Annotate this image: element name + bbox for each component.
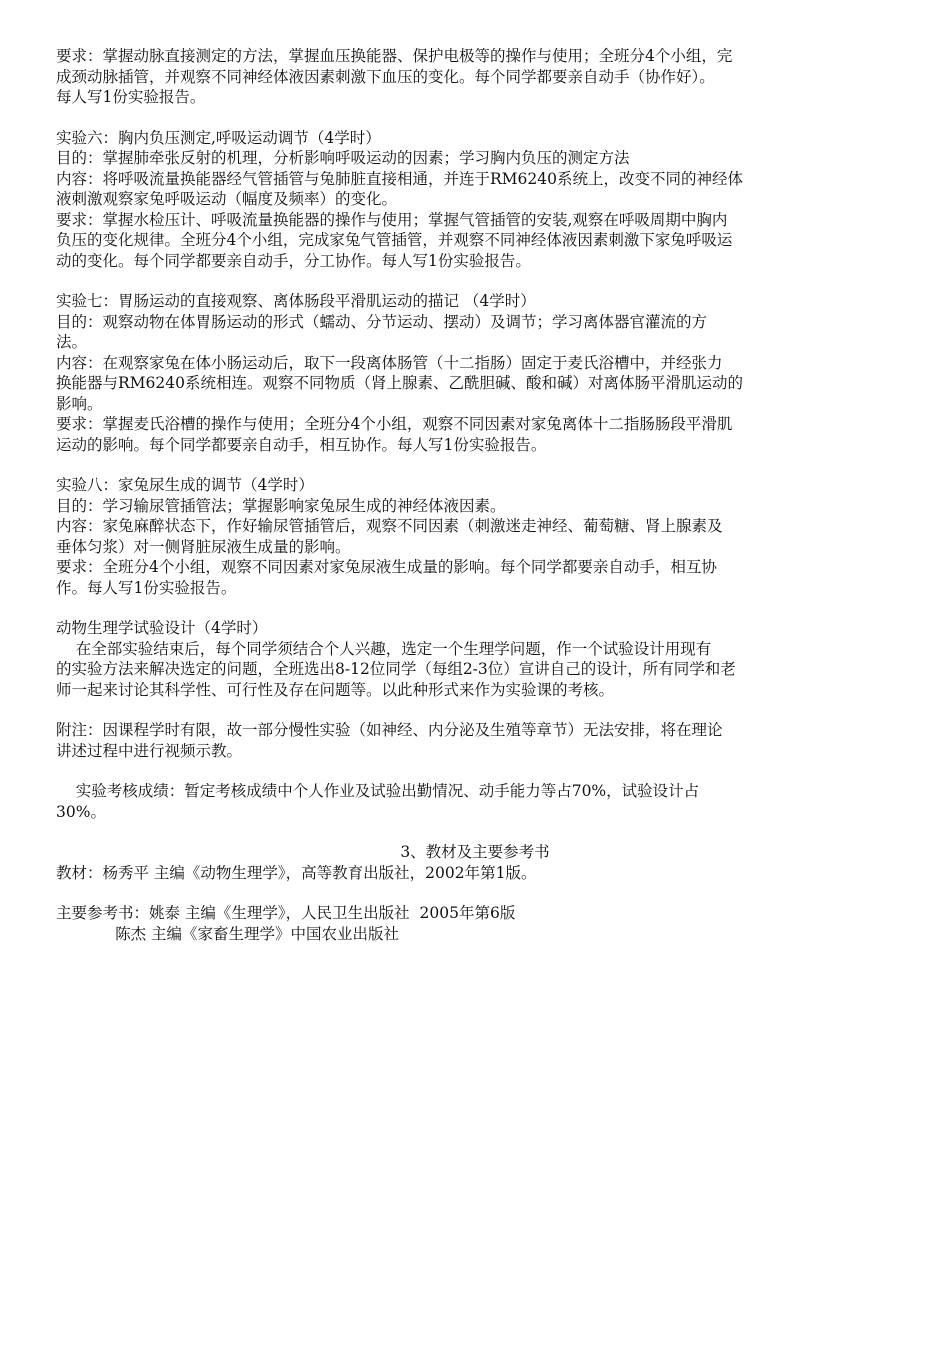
grading-section (56, 781, 894, 822)
text-line: 动的变化。每个同学都要亲自动手，分工协作。每人写1份实验报告。 (56, 251, 531, 270)
text-line: 目的：掌握肺牵张反射的机理，分析影响呼吸运动的因素；学习胸内负压的测定方法 (56, 149, 630, 167)
text-line: 在全部实验结束后，每个同学须结合个人兴趣，选定一个生理学问题，作一个试验设计用现有 (56, 639, 712, 658)
text-line: 内容：将呼吸流量换能器经气管插管与兔肺脏直接相通，并连于RM6240系统上，改变不同的神经体 (56, 169, 743, 188)
experiment-6-title: 实验六：胸内负压测定,呼吸运动调节（4学时） (56, 128, 381, 147)
document-page (56, 46, 894, 944)
text-line: 的实验方法来解决选定的问题，全班选出8-12位同学（每组2-3位）宣讲自己的设计，所有同学和老 (56, 660, 736, 678)
section-heading: 3、教材及主要参考书 (400, 843, 550, 861)
text-line: 液刺激观察家兔呼吸运动（幅度及频率）的变化。 (56, 190, 398, 208)
experiment-5-requirements (56, 46, 894, 108)
text-line: 换能器与RM6240系统相连。观察不同物质（肾上腺素、乙酰胆碱、酸和碱）对离体肠平滑肌运动的 (56, 374, 743, 392)
experiment-6-section (56, 128, 894, 272)
text-line: 垂体匀浆）对一侧肾脏尿液生成量的影响。 (56, 537, 351, 556)
text-line: 目的：学习输尿管插管法；掌握影响家兔尿生成的神经体液因素。 (56, 496, 506, 515)
text-line: 30%。 (56, 802, 106, 821)
text-line: 附注：因课程学时有限，故一部分慢性实验（如神经、内分泌及生殖等章节）无法安排，将在理论 (56, 721, 723, 739)
experiment-7-title: 实验七：胃肠运动的直接观察、离体肠段平滑肌运动的描记 （4学时） (56, 292, 536, 310)
textbook-line: 教材：杨秀平 主编《动物生理学》，高等教育出版社，2002年第1版。 (56, 863, 537, 882)
text-line: 要求：掌握动脉直接测定的方法，掌握血压换能器、保护电极等的操作与使用；全班分4个小组，完 (56, 47, 733, 65)
textbooks-section (56, 842, 894, 944)
text-line: 影响。 (56, 394, 103, 413)
experiment-design-section (56, 618, 894, 700)
note-section (56, 720, 894, 761)
text-line: 运动的影响。每个同学都要亲自动手，相互协作。每人写1份实验报告。 (56, 435, 547, 454)
experiment-8-section (56, 475, 894, 598)
text-line: 法。 (56, 333, 88, 351)
text-line: 师一起来讨论其科学性、可行性及存在问题等。以此种形式来作为实验课的考核。 (56, 680, 615, 699)
text-line: 内容：在观察家兔在体小肠运动后，取下一段离体肠管（十二指肠）固定于麦氏浴槽中，并经张力 (56, 353, 723, 372)
text-line: 内容：家兔麻醉状态下，作好输尿管插管后，观察不同因素（刺激迷走神经、葡萄糖、肾上腺素及 (56, 517, 723, 535)
text-line: 每人写1份实验报告。 (56, 88, 206, 106)
experiment-design-title: 动物生理学试验设计（4学时） (56, 619, 268, 637)
experiment-8-title: 实验八：家兔尿生成的调节（4学时） (56, 476, 314, 494)
text-line: 要求：掌握水检压计、呼吸流量换能器的操作与使用；掌握气管插管的安装,观察在呼吸周期中胸内 (56, 210, 728, 229)
text-line: 负压的变化规律。全班分4个小组，完成家兔气管插管，并观察不同神经体液因素刺激下家兔呼吸运 (56, 231, 733, 249)
reference-line: 陈杰 主编《家畜生理学》中国农业出版社 (56, 924, 400, 943)
reference-line: 主要参考书：姚泰 主编《生理学》，人民卫生出版社 2005年第6版 (56, 904, 516, 922)
text-line: 实验考核成绩：暂定考核成绩中个人作业及试验出勤情况、动手能力等占70%，试验设计占 (56, 782, 700, 800)
experiment-7-section (56, 291, 894, 455)
text-line: 要求：掌握麦氏浴槽的操作与使用；全班分4个小组，观察不同因素对家兔离体十二指肠肠段平滑肌 (56, 415, 733, 433)
text-line: 要求：全班分4个小组，观察不同因素对家兔尿液生成量的影响。每个同学都要亲自动手，相互协 (56, 558, 717, 576)
text-line: 作。每人写1份实验报告。 (56, 578, 237, 597)
text-line: 讲述过程中进行视频示教。 (56, 741, 243, 760)
text-line: 成颈动脉插管，并观察不同神经体液因素刺激下血压的变化。每个同学都要亲自动手（协作好）。 (56, 67, 715, 86)
text-line: 目的：观察动物在体胃肠运动的形式（蠕动、分节运动、摆动）及调节；学习离体器官灌流的方 (56, 312, 708, 331)
